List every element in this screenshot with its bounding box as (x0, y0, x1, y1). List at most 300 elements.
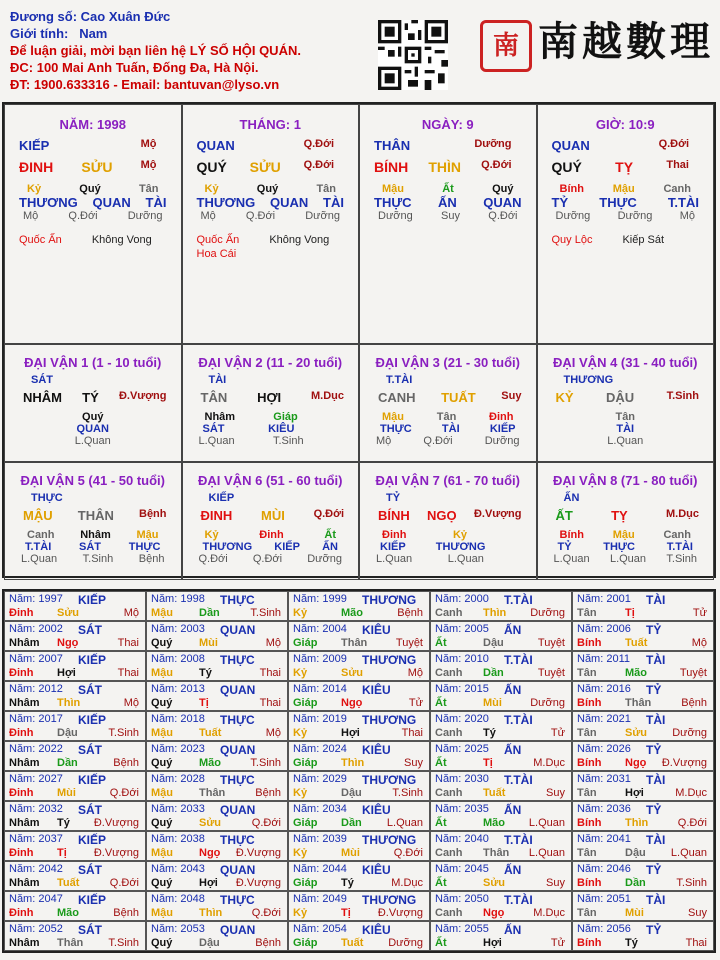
year-cell (146, 681, 288, 711)
year-branch: Dậu (57, 727, 78, 739)
year-branch: Thân (199, 787, 226, 799)
hidden-stem: Mậu (136, 529, 159, 541)
year-ten-god: KIẾP (78, 833, 107, 847)
year-stem: Ất (435, 817, 447, 829)
year-branch: Dần (625, 877, 646, 889)
year-ten-god: QUAN (220, 743, 256, 757)
year-stem: Mậu (151, 787, 173, 799)
ten-god: TỶ (386, 492, 401, 504)
year-cell (430, 831, 572, 861)
year-label: Năm: 2049 (293, 893, 347, 905)
year-stem: Ất (435, 757, 447, 769)
ten-god: ẤN (563, 492, 580, 504)
year-ten-god: TÀI (646, 713, 666, 727)
year-branch: Dậu (483, 637, 504, 649)
year-label: Năm: 2024 (293, 743, 347, 755)
year-branch: Mão (483, 817, 505, 829)
year-branch: Tý (341, 877, 354, 889)
chart-row (360, 183, 536, 195)
year-stem: Giáp (293, 877, 318, 889)
hidden-life-stage: T.Sinh (273, 435, 304, 447)
stem: BÍNH (378, 508, 410, 523)
hidden-stem: Đinh (489, 411, 514, 423)
luck-pillar-cell (537, 344, 715, 462)
owner-info (10, 8, 301, 93)
hidden-stem: Bính (559, 183, 584, 195)
year-life-stage: Suy (546, 787, 565, 799)
year-branch: Dậu (625, 847, 646, 859)
year-life-stage: Thai (259, 697, 281, 709)
year-label: Năm: 2041 (577, 833, 631, 845)
hidden-stem: Quý (492, 183, 514, 195)
year-life-stage: Bệnh (255, 937, 281, 949)
year-life-stage: Mộ (407, 667, 423, 679)
luck-pillar-cell (359, 462, 537, 580)
year-label: Năm: 1997 (9, 593, 63, 605)
chart-row (183, 529, 359, 541)
year-branch: Sửu (625, 727, 648, 739)
year-branch: Mão (57, 907, 79, 919)
year-branch: Mão (199, 757, 221, 769)
life-stage: Đ.Vượng (473, 508, 522, 520)
year-branch: Tuất (483, 787, 506, 799)
life-stage: Q.Đới (303, 159, 334, 171)
year-ten-god: T.TÀI (504, 773, 533, 787)
hidden-ten-god: THƯƠNG (202, 541, 253, 553)
year-ten-god: THƯƠNG (362, 653, 417, 667)
year-stem: Kỷ (293, 727, 308, 739)
year-label: Năm: 2048 (151, 893, 205, 905)
hidden-ten-god: ẤN (437, 195, 457, 210)
year-branch: Tuất (199, 727, 222, 739)
chart-row (183, 159, 359, 175)
year-branch: Ngọ (483, 907, 505, 919)
year-stem: Bính (577, 757, 602, 769)
year-cell (430, 741, 572, 771)
chart-row (538, 411, 714, 423)
hidden-stem: Mậu (382, 411, 404, 423)
hidden-stem: Canh (663, 183, 691, 195)
chart-row (183, 553, 359, 565)
star: Quy Lộc (551, 234, 593, 246)
branch: THÌN (428, 159, 461, 175)
ten-god: TÀI (208, 374, 227, 386)
hidden-life-stage: L.Quan (21, 553, 58, 565)
year-label: Năm: 2010 (435, 653, 489, 665)
year-ten-god: THỰC (220, 713, 255, 727)
year-stem: Canh (435, 787, 463, 799)
year-ten-god: ẤN (504, 743, 522, 757)
chart-row (538, 374, 714, 386)
year-life-stage: Q.Đới (251, 907, 281, 919)
hidden-life-stage: Q.Đới (198, 553, 228, 565)
pillar-title: NĂM: 1998 (59, 117, 126, 132)
year-label: Năm: 2055 (435, 923, 489, 935)
annual-luck-table (2, 589, 716, 953)
year-life-stage: Bệnh (681, 697, 707, 709)
year-stem: Tân (577, 847, 597, 859)
year-label: Năm: 2018 (151, 713, 205, 725)
hidden-ten-god: SÁT (79, 541, 102, 553)
year-cell (288, 741, 430, 771)
year-cell (288, 681, 430, 711)
year-label: Năm: 2011 (577, 653, 630, 665)
hidden-life-stage: L.Quan (447, 553, 484, 565)
year-stem: Tân (577, 727, 597, 739)
year-life-stage: T.Sinh (250, 607, 281, 619)
year-ten-god: KIÊU (362, 623, 391, 637)
year-label: Năm: 2042 (9, 863, 63, 875)
hidden-stem: Kỷ (27, 183, 42, 195)
year-branch: Tị (57, 847, 67, 859)
year-cell (4, 651, 146, 681)
year-stem: Mậu (151, 607, 173, 619)
year-label: Năm: 2036 (577, 803, 631, 815)
hidden-life-stage: L.Quan (376, 553, 413, 565)
chart-row (360, 138, 536, 153)
year-label: Năm: 2037 (9, 833, 63, 845)
year-stem: Canh (435, 907, 463, 919)
year-life-stage: Đ.Vượng (93, 847, 139, 859)
hidden-ten-god: TÀI (145, 195, 167, 210)
year-label: Năm: 2029 (293, 773, 347, 785)
hidden-ten-god: QUAN (76, 423, 109, 435)
year-life-stage: Dưỡng (530, 607, 565, 619)
year-label: Năm: 1998 (151, 593, 205, 605)
year-label: Năm: 2028 (151, 773, 205, 785)
year-label: Năm: 2043 (151, 863, 205, 875)
chart-row (5, 423, 181, 435)
year-ten-god: ẤN (504, 803, 522, 817)
chart-row (183, 508, 359, 523)
year-branch: Thân (341, 637, 368, 649)
hidden-life-stage: Dưỡng (307, 553, 342, 565)
hidden-stem: Mậu (612, 529, 635, 541)
year-label: Năm: 2051 (577, 893, 631, 905)
year-cell (4, 771, 146, 801)
hidden-ten-god: ẤN (322, 541, 338, 553)
star: Kiếp Sát (622, 234, 665, 246)
year-branch: Tị (625, 607, 635, 619)
chart-row (360, 529, 536, 541)
year-stem: Quý (151, 697, 173, 709)
stem: ẤT (555, 508, 573, 523)
year-stem: Tân (577, 787, 597, 799)
chart-row (183, 234, 359, 246)
year-ten-god: SÁT (78, 923, 102, 937)
year-label: Năm: 2056 (577, 923, 631, 935)
hidden-stem: Tân (316, 183, 336, 195)
hidden-ten-god: QUAN (483, 195, 522, 210)
hidden-stem: Quý (82, 411, 104, 423)
address-line: ĐC: 100 Mai Anh Tuấn, Đống Đa, Hà Nội. (10, 60, 259, 75)
luck-pillar-title: ĐẠI VẬN 6 (51 - 60 tuổi) (198, 473, 343, 488)
pillar-cell (4, 104, 182, 344)
year-ten-god: THƯƠNG (362, 593, 417, 607)
hidden-ten-god: THƯƠNG (196, 195, 256, 210)
hidden-ten-god: THỰC (599, 195, 637, 210)
hidden-stem: Đinh (382, 529, 407, 541)
chart-row (183, 210, 359, 222)
luck-pillar-title: ĐẠI VẬN 7 (61 - 70 tuổi) (375, 473, 520, 488)
year-cell (146, 861, 288, 891)
hidden-stem: Nhâm (204, 411, 236, 423)
hidden-ten-god: THỰC (374, 195, 412, 210)
year-stem: Canh (435, 847, 463, 859)
year-stem: Tân (577, 667, 597, 679)
hidden-ten-god: T.TÀI (666, 541, 693, 553)
year-cell (288, 711, 430, 741)
chart-row (183, 411, 359, 423)
year-branch: Hợi (625, 787, 644, 799)
year-ten-god: ẤN (504, 623, 522, 637)
year-branch: Thìn (483, 607, 507, 619)
year-life-stage: T.Sinh (108, 727, 139, 739)
year-branch: Sửu (341, 667, 364, 679)
year-branch: Sửu (483, 877, 506, 889)
chart-row (183, 183, 359, 195)
year-cell (430, 651, 572, 681)
year-label: Năm: 2047 (9, 893, 63, 905)
life-stage: Dưỡng (474, 138, 512, 150)
year-life-stage: Thai (117, 637, 139, 649)
branch: TỴ (611, 508, 628, 523)
luck-pillar-cell (4, 462, 182, 580)
year-label: Năm: 2027 (9, 773, 63, 785)
hidden-life-stage: Dưỡng (555, 210, 591, 222)
luck-pillar-title: ĐẠI VẬN 5 (41 - 50 tuổi) (20, 473, 165, 488)
chart-row (538, 183, 714, 195)
chart-row (360, 553, 536, 565)
year-branch: Tuất (625, 637, 648, 649)
year-cell (430, 621, 572, 651)
year-branch: Hợi (199, 877, 218, 889)
year-ten-god: T.TÀI (504, 593, 533, 607)
chart-row (360, 541, 536, 553)
hidden-life-stage: L.Quan (553, 553, 590, 565)
branch: TỴ (615, 159, 634, 175)
year-stem: Đinh (9, 847, 34, 859)
year-stem: Quý (151, 757, 173, 769)
year-label: Năm: 2013 (151, 683, 205, 695)
year-ten-god: SÁT (78, 623, 102, 637)
year-ten-god: TỶ (646, 683, 662, 697)
year-label: Năm: 2021 (577, 713, 631, 725)
year-ten-god: THƯƠNG (362, 893, 417, 907)
year-branch: Ngọ (625, 757, 647, 769)
year-cell (572, 921, 714, 951)
branch: THÂN (77, 508, 114, 523)
year-ten-god: T.TÀI (504, 833, 533, 847)
year-stem: Giáp (293, 637, 318, 649)
luck-pillar-title: ĐẠI VẬN 4 (31 - 40 tuổi) (553, 355, 698, 370)
year-life-stage: Tử (408, 697, 423, 709)
stem: KỶ (555, 390, 574, 405)
header (0, 0, 720, 100)
year-stem: Mậu (151, 667, 173, 679)
year-ten-god: SÁT (78, 743, 102, 757)
year-label: Năm: 2025 (435, 743, 489, 755)
chart-row (5, 508, 181, 523)
chart-row (538, 138, 714, 153)
life-stage: Thai (666, 159, 689, 171)
stem: ĐINH (19, 159, 54, 175)
year-life-stage: Q.Đới (109, 877, 139, 889)
year-ten-god: T.TÀI (504, 713, 533, 727)
year-branch: Tị (199, 697, 209, 709)
year-cell (146, 891, 288, 921)
hidden-ten-god: THỰC (380, 423, 412, 435)
hidden-stem: Đinh (259, 529, 284, 541)
chart-row (360, 508, 536, 523)
year-ten-god: TỶ (646, 623, 662, 637)
year-stem: Giáp (293, 817, 318, 829)
year-life-stage: T.Sinh (108, 937, 139, 949)
pillar-cell (537, 104, 715, 344)
year-stem: Kỷ (293, 847, 308, 859)
star: Không Vong (269, 234, 330, 246)
year-life-stage: Q.Đới (251, 817, 281, 829)
year-life-stage: Đ.Vượng (661, 757, 707, 769)
year-label: Năm: 2003 (151, 623, 205, 635)
year-life-stage: Đ.Vượng (377, 907, 423, 919)
year-cell (4, 681, 146, 711)
ten-god: THỰC (31, 492, 63, 504)
year-stem: Quý (151, 637, 173, 649)
chart-row (5, 390, 181, 405)
year-life-stage: Bệnh (113, 907, 139, 919)
year-branch: Hợi (57, 667, 76, 679)
year-cell (430, 711, 572, 741)
year-life-stage: Thai (117, 667, 139, 679)
stem: QUÝ (551, 159, 582, 175)
year-ten-god: KIẾP (78, 893, 107, 907)
year-branch: Tuất (57, 877, 80, 889)
year-ten-god: QUAN (220, 923, 256, 937)
year-branch: Thìn (341, 757, 365, 769)
chart-row (5, 492, 181, 504)
gender-label: Giới tính: (10, 26, 69, 41)
year-cell (430, 921, 572, 951)
branch: HỢI (257, 390, 282, 405)
year-life-stage: M.Dục (533, 757, 565, 769)
year-stem: Kỷ (293, 907, 308, 919)
hidden-ten-god: TÀI (616, 423, 635, 435)
ten-god: KIẾP (19, 138, 50, 153)
life-stage: Q.Đới (313, 508, 344, 520)
year-life-stage: Suy (546, 877, 565, 889)
year-stem: Giáp (293, 697, 318, 709)
hidden-ten-god: SÁT (202, 423, 225, 435)
year-life-stage: Bệnh (255, 787, 281, 799)
year-label: Năm: 2044 (293, 863, 347, 875)
year-ten-god: KIẾP (78, 593, 107, 607)
year-cell (146, 801, 288, 831)
chart-row (538, 508, 714, 523)
year-ten-god: THỰC (220, 653, 255, 667)
branch: SỬU (81, 159, 113, 175)
hidden-life-stage: Dưỡng (617, 210, 653, 222)
hidden-stem: Bính (559, 529, 584, 541)
year-stem: Bính (577, 817, 602, 829)
chart-row (538, 435, 714, 447)
year-life-stage: Tuyệt (395, 637, 423, 649)
year-life-stage: T.Sinh (250, 757, 281, 769)
year-stem: Bính (577, 877, 602, 889)
chart-row (5, 195, 181, 210)
chart-row (183, 195, 359, 210)
hidden-ten-god: TỶ (551, 195, 569, 210)
year-branch: Thìn (199, 907, 223, 919)
year-life-stage: M.Dục (391, 877, 423, 889)
year-branch: Mùi (483, 697, 502, 709)
year-label: Năm: 2006 (577, 623, 631, 635)
year-cell (288, 591, 430, 621)
year-branch: Ngọ (57, 637, 79, 649)
luck-pillar-title: ĐẠI VẬN 3 (21 - 30 tuổi) (375, 355, 520, 370)
chart-row (5, 541, 181, 553)
year-stem: Bính (577, 697, 602, 709)
year-life-stage: Dưỡng (530, 697, 565, 709)
year-life-stage: Tử (550, 727, 565, 739)
year-label: Năm: 2014 (293, 683, 347, 695)
hidden-stem: Ất (442, 183, 454, 195)
year-cell (288, 771, 430, 801)
year-cell (430, 891, 572, 921)
stem: ĐINH (200, 508, 233, 523)
year-ten-god: TÀI (646, 653, 666, 667)
year-branch: Dậu (341, 787, 362, 799)
year-life-stage: L.Quan (670, 847, 707, 859)
hidden-ten-god: THỰC (128, 541, 161, 553)
year-label: Năm: 2004 (293, 623, 347, 635)
year-stem: Đinh (9, 787, 34, 799)
year-ten-god: ẤN (504, 923, 522, 937)
year-life-stage: Mộ (691, 637, 707, 649)
year-stem: Đinh (9, 667, 34, 679)
hidden-life-stage: L.Quan (607, 435, 644, 447)
chart-row (360, 435, 536, 447)
chart-row (5, 553, 181, 565)
year-ten-god: ẤN (504, 683, 522, 697)
hidden-ten-god: TÀI (323, 195, 344, 210)
qr-code-icon (378, 20, 448, 90)
year-ten-god: KIẾP (78, 713, 107, 727)
year-ten-god: QUAN (220, 623, 256, 637)
life-stage: Bệnh (139, 508, 167, 520)
year-stem: Kỷ (293, 607, 308, 619)
year-life-stage: Mộ (265, 727, 281, 739)
year-cell (430, 771, 572, 801)
year-label: Năm: 2045 (435, 863, 489, 875)
year-cell (4, 801, 146, 831)
year-label: Năm: 2053 (151, 923, 205, 935)
year-ten-god: QUAN (220, 803, 256, 817)
hidden-ten-god: KIÊU (268, 423, 295, 435)
hidden-life-stage: Q.Đới (245, 210, 276, 222)
year-branch: Mão (341, 607, 363, 619)
ten-god: QUAN (551, 138, 590, 153)
year-branch: Tị (483, 757, 493, 769)
chart-row (183, 138, 359, 153)
pillar-title: NGÀY: 9 (421, 117, 474, 132)
chart-row (538, 234, 714, 246)
year-label: Năm: 2035 (435, 803, 489, 815)
year-life-stage: Thai (401, 727, 423, 739)
year-life-stage: Suy (688, 907, 707, 919)
hidden-life-stage: Q.Đới (252, 553, 283, 565)
year-label: Năm: 2032 (9, 803, 63, 815)
